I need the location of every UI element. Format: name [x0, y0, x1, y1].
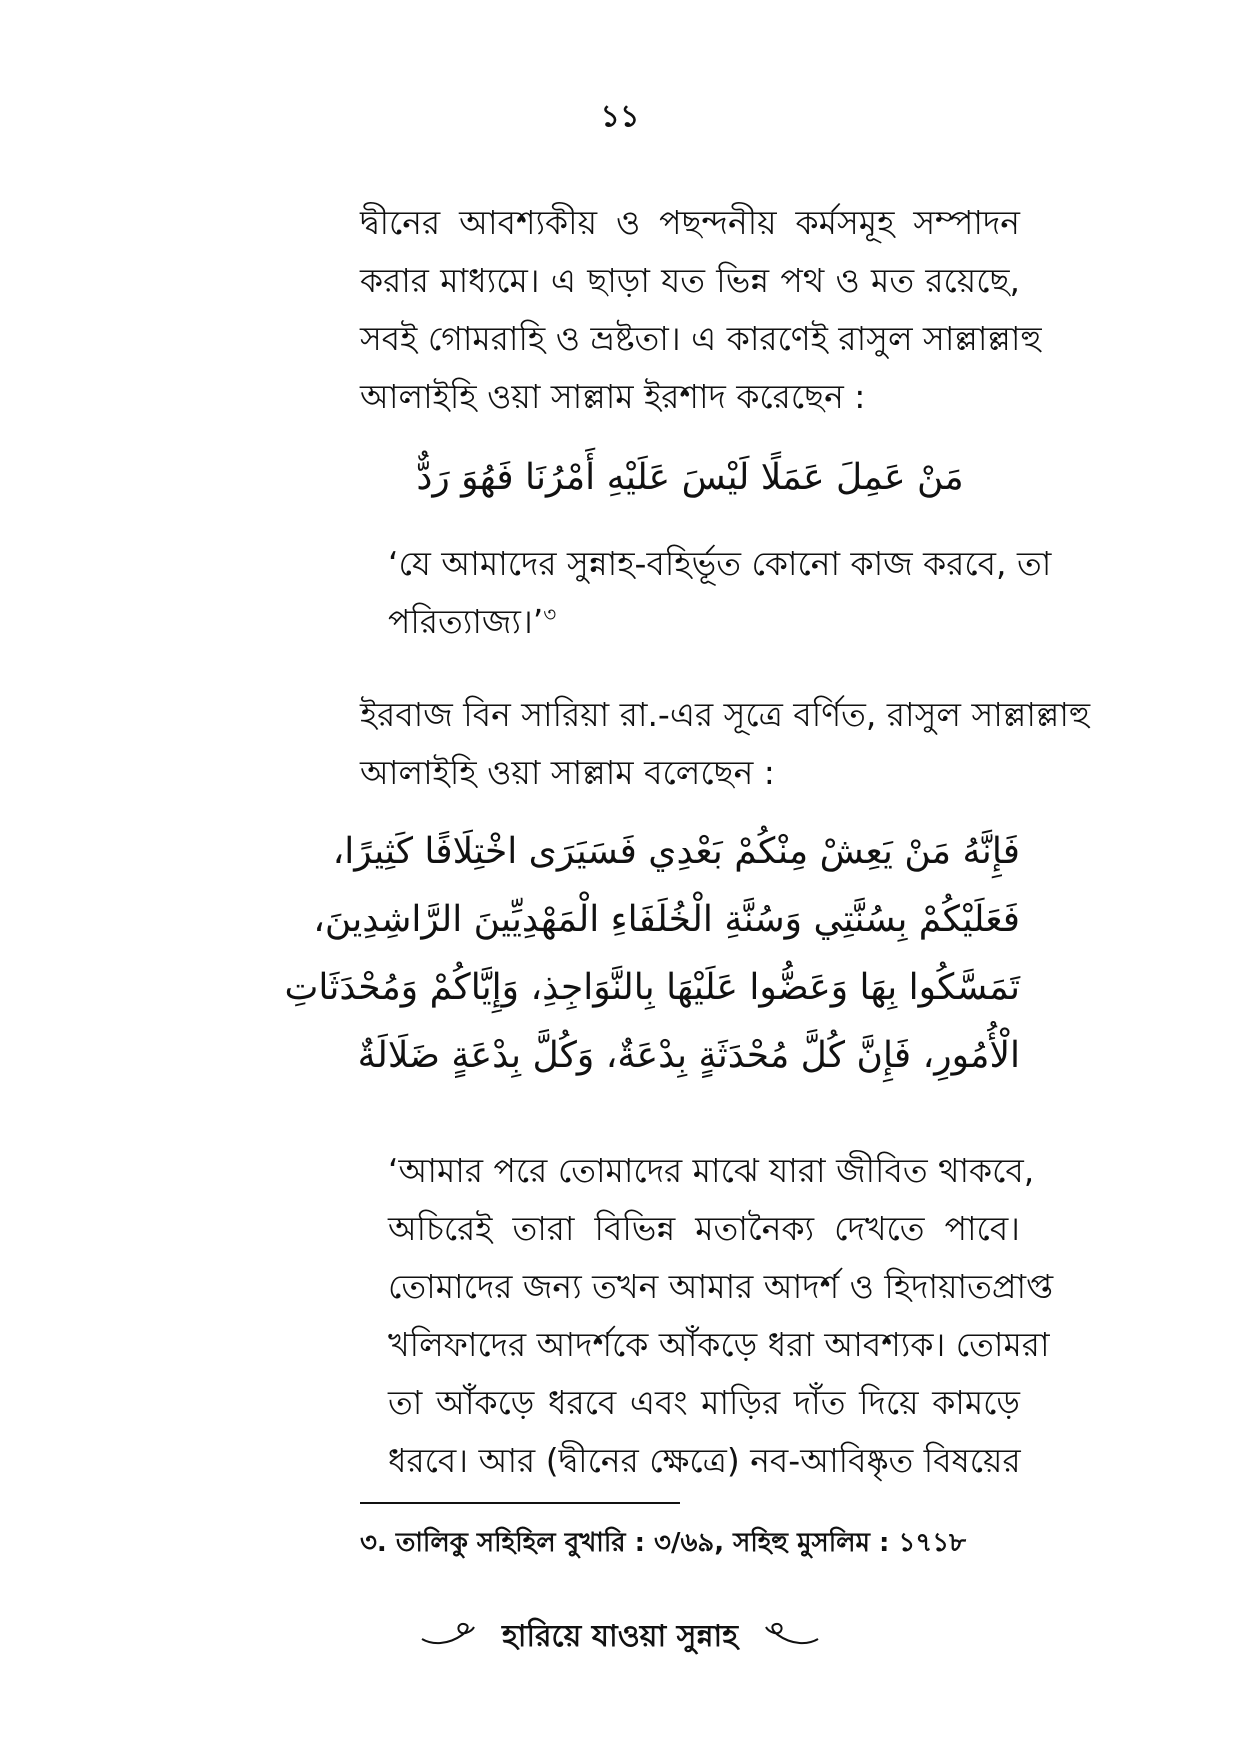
arabic-line: الْأُمُورِ، فَإِنَّ كُلَّ مُحْدَثَةٍ بِدْعَةٌ، وَكُلَّ بِدْعَةٍ ضَلَالَةٌ — [357, 1035, 1020, 1076]
hadith-arabic-2 — [284, 818, 1020, 1090]
text-line: দ্বীনের আবশ্যকীয় ও পছন্দনীয় কর্মসমূহ সম্পাদন — [360, 203, 1020, 242]
swirl-ornament-icon — [762, 1619, 822, 1657]
text-line: তা আঁকড়ে ধরবে এবং মাড়ির দাঁত দিয়ে কামড়ে — [388, 1383, 1020, 1422]
text-line: সবই গোমরাহি ও ভ্রষ্টতা। এ কারণেই রাসুল সাল্লাল্লাহু — [360, 319, 1042, 358]
text-line: তোমাদের জন্য তখন আমার আদর্শ ও হিদায়াতপ্রাপ্ত — [388, 1267, 1054, 1306]
arabic-line: فَإِنَّهُ مَنْ يَعِشْ مِنْكُمْ بَعْدِي فَسَيَرَى اخْتِلَافًا كَثِيرًا، — [332, 831, 1020, 872]
footnote-reference: ৩ — [543, 602, 557, 626]
swirl-ornament-icon — [418, 1619, 478, 1657]
hadith-arabic-1: مَنْ عَمِلَ عَمَلًا لَيْسَ عَلَيْهِ أَمْرُنَا فَهُوَ رَدٌّ — [416, 457, 964, 498]
text-line: ধরবে। আর (দ্বীনের ক্ষেত্রে) নব-আবিষ্কৃত বিষয়ের — [388, 1441, 1021, 1480]
translation-text: পরিত্যাজ্য।’ — [388, 602, 544, 641]
paragraph-intro — [360, 194, 1042, 426]
paragraph-narration — [360, 686, 1091, 802]
page-number: ১১ — [600, 99, 640, 134]
running-footer — [0, 1612, 1240, 1663]
text-line: ‘আমার পরে তোমাদের মাঝে যারা জীবিত থাকবে, — [388, 1151, 1035, 1190]
arabic-line: تَمَسَّكُوا بِهَا وَعَضُّوا عَلَيْهَا بِالنَّوَاجِذِ، وَإِيَّاكُمْ وَمُحْدَثَاتِ — [284, 967, 1020, 1008]
arabic-line: فَعَلَيْكُمْ بِسُنَّتِي وَسُنَّةِ الْخُلَفَاءِ الْمَهْدِيِّينَ الرَّاشِدِينَ، — [313, 899, 1020, 940]
text-line — [388, 593, 1016, 651]
text-line: করার মাধ্যমে। এ ছাড়া যত ভিন্ন পথ ও মত রয়েছে, — [360, 261, 1020, 300]
hadith-translation-2 — [388, 1142, 1054, 1490]
footnote: ৩. তালিকু সহিহিল বুখারি : ৩/৬৯, সহিহু মুসলিম : ১৭১৮ — [360, 1528, 966, 1558]
text-line: আলাইহি ওয়া সাল্লাম ইরশাদ করেছেন : — [360, 377, 866, 416]
text-line: অচিরেই তারা বিভিন্ন মতানৈক্য দেখতে পাবে। — [388, 1209, 1020, 1248]
book-title: হারিয়ে যাওয়া সুন্নাহ — [502, 1619, 738, 1654]
hadith-translation-1 — [388, 535, 1052, 651]
text-line: আলাইহি ওয়া সাল্লাম বলেছেন : — [360, 753, 775, 792]
text-line: ইরবাজ বিন সারিয়া রা.-এর সূত্রে বর্ণিত, রাসুল সাল্লাল্লাহু — [360, 695, 1091, 734]
footnote-divider — [360, 1502, 680, 1504]
text-line: ‘যে আমাদের সুন্নাহ-বহির্ভূত কোনো কাজ করবে, তা — [388, 544, 1052, 583]
text-line: খলিফাদের আদর্শকে আঁকড়ে ধরা আবশ্যক। তোমরা — [388, 1325, 1050, 1364]
